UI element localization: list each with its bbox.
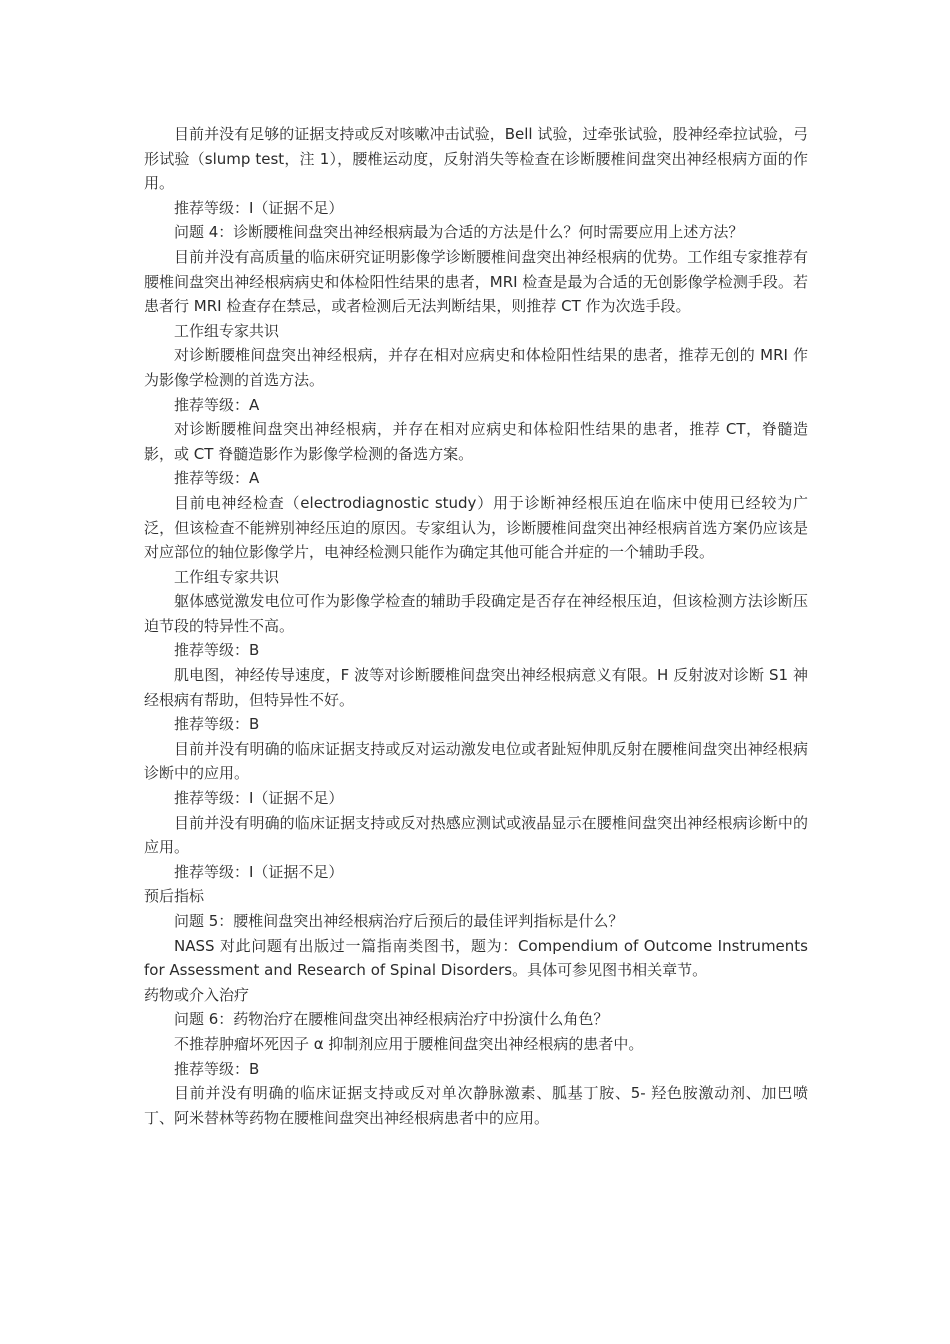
expert-consensus-label: 工作组专家共识 bbox=[174, 567, 280, 586]
recommendation-grade: 推荐等级：B bbox=[174, 1059, 260, 1078]
document-page bbox=[144, 122, 808, 1130]
recommendation-grade: 推荐等级：I（证据不足） bbox=[174, 198, 344, 217]
paragraph: 肌电图，神经传导速度，F 波等对诊断腰椎间盘突出神经根病意义有限。H 反射波对诊断 S1 神经根病有帮助，但特异性不好。 bbox=[144, 666, 808, 709]
paragraph: 目前电神经检查（electrodiagnostic study）用于诊断神经根压迫在临床中使用已经较为广泛，但该检查不能辨别神经压迫的原因。专家组认为，诊断腰椎间盘突出神经根病首选方案仍应该是对应部位的轴位影像学片，电神经检测只能作为确定其他可能合并症的一个辅助手段。 bbox=[144, 493, 808, 562]
paragraph: 目前并没有明确的临床证据支持或反对运动激发电位或者趾短伸肌反射在腰椎间盘突出神经根病诊断中的应用。 bbox=[144, 739, 808, 783]
paragraph: 对诊断腰椎间盘突出神经根病，并存在相对应病史和体检阳性结果的患者，推荐无创的 MRI 作为影像学检测的首选方法。 bbox=[144, 346, 808, 389]
recommendation-grade: 推荐等级：B bbox=[174, 641, 260, 660]
section-heading-medication: 药物或介入治疗 bbox=[144, 985, 250, 1004]
question-4: 问题 4：诊断腰椎间盘突出神经根病最为合适的方法是什么？何时需要应用上述方法？ bbox=[174, 223, 744, 242]
paragraph: 躯体感觉激发电位可作为影像学检查的辅助手段确定是否存在神经根压迫，但该检测方法诊断压迫节段的特异性不高。 bbox=[144, 592, 808, 635]
recommendation-grade: 推荐等级：A bbox=[174, 395, 260, 414]
question-6: 问题 6：药物治疗在腰椎间盘突出神经根病治疗中扮演什么角色？ bbox=[174, 1010, 609, 1029]
expert-consensus-label: 工作组专家共识 bbox=[174, 321, 280, 340]
section-heading-prognosis: 预后指标 bbox=[144, 887, 205, 906]
recommendation-grade: 推荐等级：A bbox=[174, 469, 260, 488]
paragraph: 不推荐肿瘤坏死因子 α 抑制剂应用于腰椎间盘突出神经根病的患者中。 bbox=[174, 1034, 644, 1053]
paragraph: 对诊断腰椎间盘突出神经根病，并存在相对应病史和体检阳性结果的患者，推荐 CT，脊髓造影，或 CT 脊髓造影作为影像学检测的备选方案。 bbox=[144, 420, 808, 463]
recommendation-grade: 推荐等级：I（证据不足） bbox=[174, 789, 344, 808]
question-5: 问题 5：腰椎间盘突出神经根病治疗后预后的最佳评判指标是什么？ bbox=[174, 912, 624, 930]
recommendation-grade: 推荐等级：B bbox=[174, 715, 260, 734]
paragraph: NASS 对此问题有出版过一篇指南类图书，题为：Compendium of Outcome Instruments for Assessment and Research of Spinal Disorders。具体可参见图书相关章节。 bbox=[144, 936, 808, 980]
paragraph: 目前并没有高质量的临床研究证明影像学诊断腰椎间盘突出神经根病的优势。工作组专家推荐有腰椎间盘突出神经根病病史和体检阳性结果的患者，MRI 检查是最为合适的无创影像学检测手段。若患者行 MRI 检查存在禁忌，或者检测后无法判断结果，则推荐 CT 作为次选手段。 bbox=[144, 247, 808, 316]
recommendation-grade: 推荐等级：I（证据不足） bbox=[174, 862, 344, 881]
paragraph: 目前并没有明确的临床证据支持或反对热感应测试或液晶显示在腰椎间盘突出神经根病诊断中的应用。 bbox=[144, 813, 808, 857]
paragraph: 目前并没有足够的证据支持或反对咳嗽冲击试验，Bell 试验，过牵张试验，股神经牵拉试验，弓形试验（slump test，注 1），腰椎运动度，反射消失等检查在诊断腰椎间盘突出神经根病方面的作用。 bbox=[144, 125, 808, 193]
paragraph: 目前并没有明确的临床证据支持或反对单次静脉激素、胍基丁胺、5- 羟色胺激动剂、加巴喷丁、阿米替林等药物在腰椎间盘突出神经根病患者中的应用。 bbox=[144, 1084, 808, 1127]
